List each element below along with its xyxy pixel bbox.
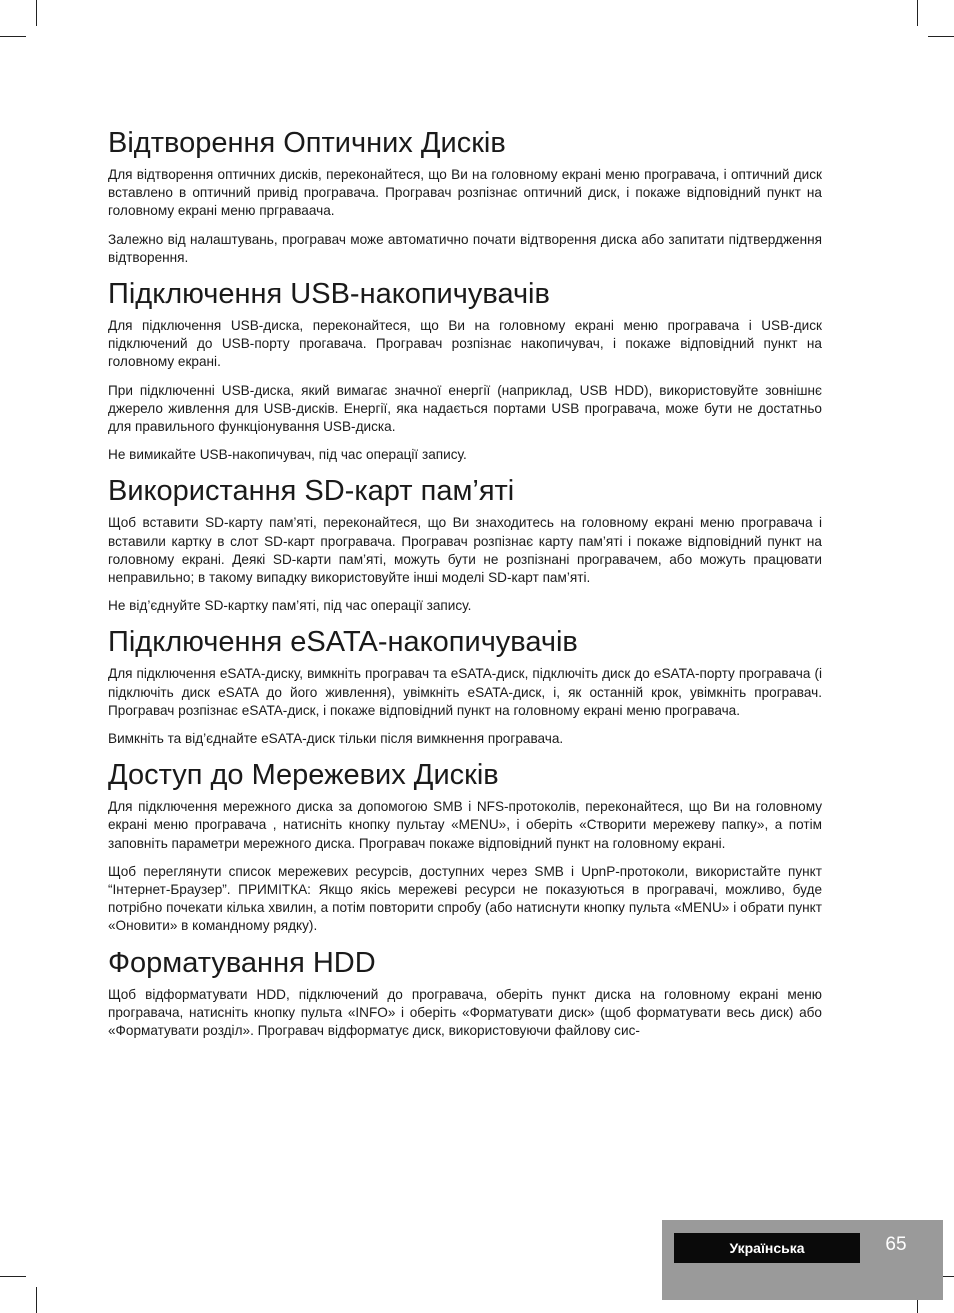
language-label: Українська [674,1233,860,1263]
page-number: 65 [885,1234,907,1255]
paragraph: Для відтворення оптичних дисків, переконайтеся, що Ви на головному екрані меню програвача, і оптичний диск вставлено в оптичний привід програвача. Програвач розпізнає оптичний диск, і покаже відповідний пункт на головному екрані меню прграваача. [108,167,822,219]
crop-mark [36,0,37,26]
section-heading: Форматування HDD [108,946,376,979]
paragraph: Для підключення eSATA-диску, вимкніть програвач та eSATA-диск, підключіть диск до eSATA-порту програвача (і підключіть диск eSATA до його живлення), увімкніть eSATA-диск, і, як останній крок, увімкніть програвач. Програвач розпізнає eSATA-диск, і покаже відповідний пункт на головному екрані меню програвача. [108,666,822,718]
crop-mark [36,1287,37,1313]
paragraph: Не вимикайте USB-накопичувач, під час операції запису. [108,447,467,463]
section-heading: Доступ до Мережевих Дисків [108,759,499,792]
paragraph: Для підключення USB-диска, переконайтеся, що Ви на головному екрані меню програвача і USB-диск підключений до USB-порту прогавача. Програвач розпізнає накопичувач, і покаже відповідний пункт на головному екрані. [108,318,822,370]
paragraph: Щоб відформатувати HDD, підключений до програвача, оберіть пункт диска на головному екрані меню програвача, натисніть кнопку пульта «INFO» і оберіть «Форматувати диск» (щоб форматувати весь диск) або «Форматувати розділ». Програвач відформатує диск, використовуючи файлову сис- [108,986,822,1039]
crop-mark [917,0,918,26]
page-content [108,126,822,1050]
crop-mark [0,1276,26,1277]
paragraph: Не від’єднуйте SD-картку пам’яті, під час операції запису. [108,598,472,614]
section-usb-drives [108,277,822,464]
section-heading: Підключення eSATA-накопичувачів [108,626,578,659]
section-sd-cards [108,474,822,615]
crop-mark [0,36,26,37]
section-hdd-formatting [108,946,822,1041]
crop-mark [928,36,954,37]
paragraph: Вимкніть та від’єднайте eSATA-диск тільки після вимкнення програвача. [108,731,564,747]
section-esata-drives [108,625,822,748]
page-footer [662,1220,943,1300]
paragraph: Для підключення мережного диска за допомогою SMB і NFS-протоколів, переконайтеся, що Ви на головному екрані меню програвача , натисніть кнопку пультау «MENU», і оберіть «Створити мережеву папку», а потім заповніть параметри мережного диска. Програвач покаже відповідний пункт на головному екрані. [108,799,822,851]
section-heading: Використання SD-карт пам’яті [108,475,515,508]
paragraph: При підключенні USB-диска, який вимагає значної енергії (наприклад, USB HDD), використовуйте зовнішнє джерело живлення для USB-дисків. Енергії, яка надається портами USB програвача, може бути не достатньо для правильного функціонування USB-диска. [108,382,822,435]
section-heading: Підключення USB-накопичувачів [108,278,550,311]
section-network-drives [108,758,822,935]
section-heading: Відтворення Оптичних Дисків [108,127,506,159]
paragraph: Щоб переглянути список мережевих ресурсів, доступних через SMB і UpnP-протоколи, використайте пункт “Інтернет-Браузер”. ПРИМІТКА: Якщо якісь мережеві ресурси не показуються в програвачі, можливо, буде потрібно почекати кілька хвилин, а потім повторити спробу (або натиснути кнопку пульта «MENU» і обрати пункт «Оновити» в командному рядку). [108,863,822,934]
paragraph: Щоб вставити SD-карту пам’яті, переконайтеся, що Ви знаходитесь на головному екрані меню програвача і вставили картку в слот SD-карт програвача. Програвач розпізнає карту пам’яті і покаже відповідний пункт на головному екрані. Деякі SD-карти пам’яті, можуть бути не розпізнані програвачем, або можуть працювати неправильно; в такому випадку використовуйте інші моделі SD-карт пам’яті. [108,515,822,586]
section-optical-discs [108,126,822,267]
paragraph: Залежно від налаштувань, програвач може автоматично почати відтворення диска або запитати підтвердження відтворення. [108,231,822,265]
